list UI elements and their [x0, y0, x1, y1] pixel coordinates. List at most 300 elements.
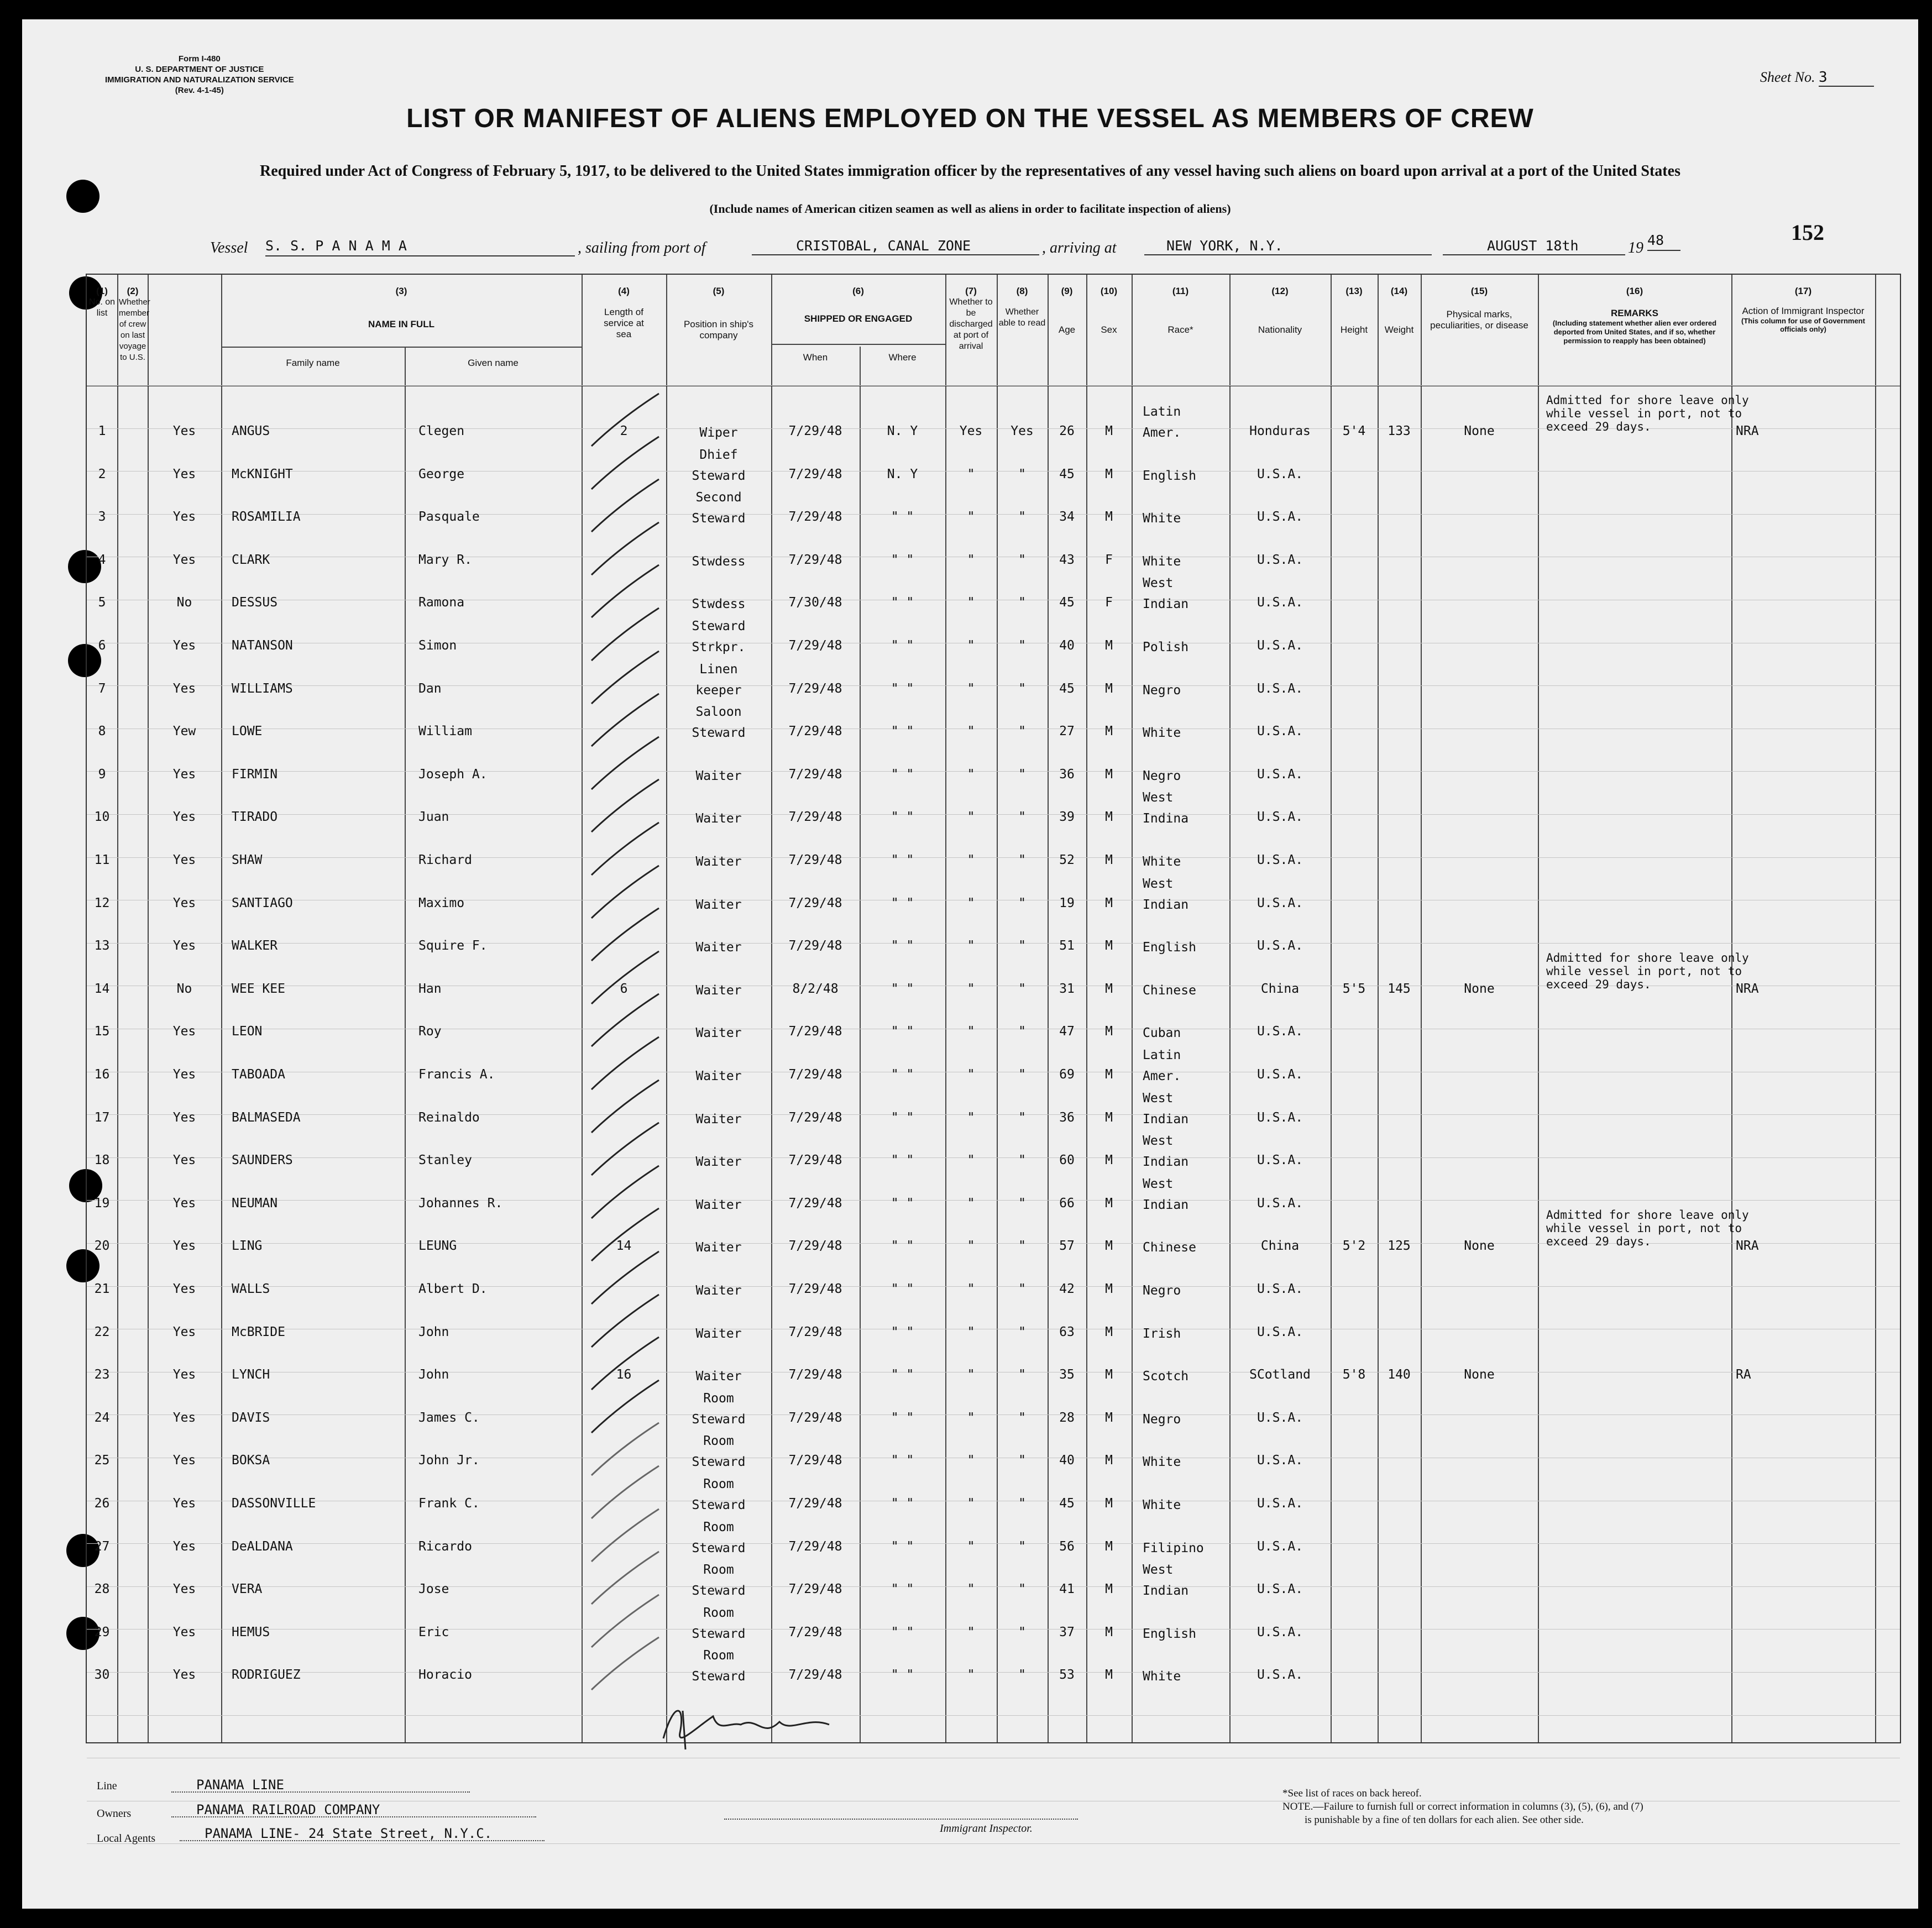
able-to-read: " [1018, 1110, 1026, 1125]
family-name: SHAW [232, 853, 263, 867]
able-to-read: " [1018, 1539, 1026, 1554]
shipped-when: 8/2/48 [792, 981, 839, 996]
shipped-where: " " [891, 895, 914, 910]
race-line-2: Negro [1143, 1412, 1181, 1427]
given-name: LEUNG [418, 1239, 457, 1254]
given-name: Joseph A. [418, 767, 488, 782]
shipped-when: 7/29/48 [788, 552, 842, 567]
shipped-when: 7/30/48 [788, 595, 842, 610]
shore-leave-remark [1546, 394, 1749, 433]
sex: M [1105, 1239, 1113, 1254]
discharged: " [967, 638, 975, 653]
position-line-1: Saloon [695, 705, 742, 720]
shipped-when: 7/29/48 [788, 1239, 842, 1254]
col-read-header: (8) Whether able to read [998, 286, 1046, 328]
age: 53 [1059, 1668, 1075, 1683]
nationality: U.S.A. [1256, 595, 1303, 610]
sex: M [1105, 638, 1113, 653]
height: 5'5 [1342, 981, 1366, 996]
discharged: " [967, 1282, 975, 1296]
col-race-header: (11) Race* [1167, 286, 1193, 335]
nationality: U.S.A. [1256, 1582, 1303, 1597]
shipped-where: " " [891, 853, 914, 867]
service-length: 16 [616, 1368, 632, 1382]
able-to-read: " [1018, 595, 1026, 610]
sailing-label: , sailing from port of [578, 239, 706, 256]
family-name: DASSONVILLE [232, 1496, 316, 1511]
given-name: Stanley [418, 1153, 472, 1168]
service-length: 14 [616, 1239, 632, 1254]
able-to-read: " [1018, 1239, 1026, 1254]
given-name: John Jr. [418, 1453, 480, 1468]
nationality: U.S.A. [1256, 1496, 1303, 1511]
race-line-2: Indian [1143, 1112, 1189, 1127]
prev-voyage: Yes [172, 1196, 196, 1211]
shipped-when: 7/29/48 [788, 895, 842, 910]
position-line-2: Steward [692, 1498, 746, 1512]
prev-voyage: Yes [172, 1539, 196, 1554]
position-line-2: Stwdess [692, 597, 746, 612]
family-name: VERA [232, 1582, 263, 1597]
given-name: William [418, 724, 472, 739]
sex: M [1105, 1324, 1113, 1339]
shore-leave-remark [1546, 951, 1749, 991]
prev-voyage: Yes [172, 853, 196, 867]
nationality: U.S.A. [1256, 853, 1303, 867]
position-line-1: Linen [699, 662, 738, 677]
able-to-read: " [1018, 1024, 1026, 1039]
given-name: James C. [418, 1410, 480, 1425]
discharged: " [967, 1410, 975, 1425]
shipped-when: 7/29/48 [788, 1368, 842, 1382]
shipped-when: 7/29/48 [788, 724, 842, 739]
race-line-2: White [1143, 1498, 1181, 1512]
nationality: U.S.A. [1256, 1282, 1303, 1296]
sex: M [1105, 853, 1113, 867]
remark-line: Admitted for shore leave only [1546, 1208, 1749, 1222]
race-line-2: White [1143, 1455, 1181, 1470]
port-to: NEW YORK, N.Y. [1144, 238, 1432, 255]
shipped-where: " " [891, 810, 914, 825]
prev-voyage: Yes [172, 1282, 196, 1296]
position-line-2: Waiter [695, 1197, 742, 1212]
weight: 133 [1388, 424, 1411, 438]
sex: M [1105, 1196, 1113, 1211]
given-name: Reinaldo [418, 1110, 480, 1125]
nationality: U.S.A. [1256, 1153, 1303, 1168]
physical-marks: None [1464, 1239, 1495, 1254]
prev-voyage: Yes [172, 1324, 196, 1339]
shipped-when: 7/29/48 [788, 1324, 842, 1339]
row-number: 8 [98, 724, 106, 739]
position-line-2: Stwdess [692, 554, 746, 569]
position-line-2: keeper [695, 683, 742, 698]
sex: M [1105, 1668, 1113, 1683]
prev-voyage: Yes [172, 510, 196, 525]
discharged: " [967, 467, 975, 481]
shipped-where: N. Y [887, 424, 918, 438]
manifest-page [22, 19, 1918, 1909]
prev-voyage: Yes [172, 895, 196, 910]
age: 40 [1059, 638, 1075, 653]
given-name: Johannes R. [418, 1196, 503, 1211]
physical-marks: None [1464, 1368, 1495, 1382]
height: 5'2 [1342, 1239, 1366, 1254]
sex: M [1105, 810, 1113, 825]
race-line-2: Filipino [1143, 1541, 1204, 1555]
sex: M [1105, 1625, 1113, 1639]
shipped-when: 7/29/48 [788, 853, 842, 867]
remark-line: while vessel in port, not to [1546, 1222, 1742, 1235]
race-line-1: West [1143, 1134, 1174, 1149]
shipped-where: " " [891, 1410, 914, 1425]
age: 69 [1059, 1067, 1075, 1082]
discharged: " [967, 1110, 975, 1125]
page-title: LIST OR MANIFEST OF ALIENS EMPLOYED ON THE VESSEL AS MEMBERS OF CREW [406, 104, 1534, 133]
given-name: Simon [418, 638, 457, 653]
age: 31 [1059, 981, 1075, 996]
age: 36 [1059, 767, 1075, 782]
shipped-when: 7/29/48 [788, 1282, 842, 1296]
age: 37 [1059, 1625, 1075, 1639]
races-note: *See list of races on back hereof. [1282, 1788, 1422, 1799]
sex: M [1105, 1539, 1113, 1554]
position-line-2: Waiter [695, 983, 742, 998]
row-number: 2 [98, 467, 106, 481]
owners-label: Owners [97, 1807, 132, 1820]
shipped-when: 7/29/48 [788, 1539, 842, 1554]
race-line-1: West [1143, 576, 1174, 591]
age: 42 [1059, 1282, 1075, 1296]
height: 5'8 [1342, 1368, 1366, 1382]
discharged: " [967, 595, 975, 610]
race-line-1: West [1143, 1091, 1174, 1106]
nationality: U.S.A. [1256, 1110, 1303, 1125]
prev-voyage: Yes [172, 1410, 196, 1425]
given-name: George [418, 467, 465, 481]
able-to-read: " [1018, 1625, 1026, 1639]
race-line-2: Indina [1143, 811, 1189, 826]
row-number: 5 [98, 595, 106, 610]
age: 40 [1059, 1453, 1075, 1468]
line-value: PANAMA LINE [171, 1777, 470, 1793]
col-weight-header: (14) Weight [1384, 286, 1414, 335]
able-to-read: " [1018, 1067, 1026, 1082]
discharged: " [967, 981, 975, 996]
inspector-action: NRA [1736, 981, 1759, 996]
given-name: Ramona [418, 595, 465, 610]
race-line-2: English [1143, 468, 1196, 483]
race-line-2: White [1143, 1669, 1181, 1684]
shipped-when: 7/29/48 [788, 1625, 842, 1639]
discharged: " [967, 1196, 975, 1211]
family-name: LOWE [232, 724, 263, 739]
sex: M [1105, 1453, 1113, 1468]
nationality: SCotland [1249, 1368, 1311, 1382]
race-line-2: White [1143, 855, 1181, 869]
prev-voyage: Yes [172, 1625, 196, 1639]
shipped-when: 7/29/48 [788, 638, 842, 653]
position-line-1: Second [695, 490, 742, 505]
service-length: 6 [620, 981, 628, 996]
able-to-read: " [1018, 853, 1026, 867]
shipped-when: 7/29/48 [788, 1453, 842, 1468]
family-name: DESSUS [232, 595, 278, 610]
shipped-when: 7/29/48 [788, 681, 842, 696]
row-number: 12 [94, 895, 110, 910]
given-name: Mary R. [418, 552, 472, 567]
position-line-2: Waiter [695, 1026, 742, 1041]
shipped-where: " " [891, 1324, 914, 1339]
row-number: 23 [94, 1368, 110, 1382]
age: 52 [1059, 853, 1075, 867]
weight: 145 [1388, 981, 1411, 996]
prev-voyage: Yes [172, 681, 196, 696]
race-line-1: West [1143, 1563, 1174, 1578]
age: 60 [1059, 1153, 1075, 1168]
prev-voyage: Yew [172, 724, 196, 739]
given-name: Eric [418, 1625, 449, 1639]
sex: M [1105, 767, 1113, 782]
able-to-read: " [1018, 895, 1026, 910]
discharged: " [967, 1368, 975, 1382]
physical-marks: None [1464, 424, 1495, 438]
prev-voyage: Yes [172, 424, 196, 438]
department: U. S. DEPARTMENT OF JUSTICE [135, 65, 264, 74]
row-number: 29 [94, 1625, 110, 1639]
age: 51 [1059, 939, 1075, 953]
nationality: U.S.A. [1256, 510, 1303, 525]
col-action-header: (17) Action of Immigrant Inspector (This column for use of Government officials only) [1741, 286, 1865, 333]
discharged: " [967, 1239, 975, 1254]
remark-line: while vessel in port, not to [1546, 964, 1742, 978]
revision: (Rev. 4-1-45) [175, 86, 224, 95]
able-to-read: " [1018, 1368, 1026, 1382]
age: 66 [1059, 1196, 1075, 1211]
col-when-header: When [803, 352, 828, 363]
sex: M [1105, 510, 1113, 525]
position-line-2: Waiter [695, 1155, 742, 1170]
family-name: ROSAMILIA [232, 510, 301, 525]
row-number: 6 [98, 638, 106, 653]
sex: M [1105, 724, 1113, 739]
discharged: " [967, 1067, 975, 1082]
nationality: U.S.A. [1256, 1539, 1303, 1554]
position-line-1: Room [703, 1605, 734, 1620]
discharged: " [967, 1496, 975, 1511]
prev-voyage: Yes [172, 467, 196, 481]
given-name: Jose [418, 1582, 449, 1597]
able-to-read: " [1018, 681, 1026, 696]
shipped-where: " " [891, 552, 914, 567]
row-number: 28 [94, 1582, 110, 1597]
family-name: BALMASEDA [232, 1110, 301, 1125]
prev-voyage: Yes [172, 1582, 196, 1597]
weight: 125 [1388, 1239, 1411, 1254]
age: 63 [1059, 1324, 1075, 1339]
shipped-where: " " [891, 1282, 914, 1296]
given-name: Dan [418, 681, 442, 696]
col-shipped-header: (6) SHIPPED OR ENGAGED [804, 286, 913, 324]
age: 57 [1059, 1239, 1075, 1254]
family-name: SANTIAGO [232, 895, 293, 910]
remark-line: exceed 29 days. [1546, 977, 1651, 991]
sex: F [1105, 595, 1113, 610]
remark-line: Admitted for shore leave only [1546, 394, 1749, 407]
able-to-read: " [1018, 552, 1026, 567]
age: 27 [1059, 724, 1075, 739]
given-name: Francis A. [418, 1067, 495, 1082]
family-name: WALKER [232, 939, 278, 953]
able-to-read: " [1018, 724, 1026, 739]
year-suffix: 48 [1647, 232, 1680, 251]
prev-voyage: Yes [172, 810, 196, 825]
prev-voyage: Yes [172, 767, 196, 782]
family-name: LING [232, 1239, 263, 1254]
age: 28 [1059, 1410, 1075, 1425]
family-name: DAVIS [232, 1410, 270, 1425]
col-nationality-header: (12) Nationality [1258, 286, 1302, 335]
sex: M [1105, 1282, 1113, 1296]
given-name: John [418, 1368, 449, 1382]
family-name: McBRIDE [232, 1324, 285, 1339]
shipped-when: 7/29/48 [788, 1153, 842, 1168]
age: 47 [1059, 1024, 1075, 1039]
family-name: HEMUS [232, 1625, 270, 1639]
row-number: 14 [94, 981, 110, 996]
row-number: 9 [98, 767, 106, 782]
crew-table [86, 274, 1901, 1743]
position-line-2: Waiter [695, 811, 742, 826]
shipped-where: " " [891, 1453, 914, 1468]
nationality: U.S.A. [1256, 724, 1303, 739]
subtitle: Required under Act of Congress of February 5, 1917, to be delivered to the United States immigration officer by the representatives of any vessel having such aliens on board upon arrival at a port of the United States [260, 163, 1680, 180]
position-line-2: Steward [692, 1455, 746, 1470]
row-number: 11 [94, 853, 110, 867]
age: 19 [1059, 895, 1075, 910]
ruled-line [87, 1843, 1900, 1844]
race-line-2: English [1143, 940, 1196, 955]
prev-voyage: Yes [172, 1153, 196, 1168]
able-to-read: " [1018, 767, 1026, 782]
discharged: " [967, 1539, 975, 1554]
position-line-2: Steward [692, 726, 746, 741]
family-name: RODRIGUEZ [232, 1668, 301, 1683]
race-line-1: West [1143, 790, 1174, 805]
race-line-2: Indian [1143, 597, 1189, 612]
ruled-line [87, 1715, 1900, 1716]
form-number: Form I-480 [178, 54, 221, 64]
remark-line: exceed 29 days. [1546, 1235, 1651, 1249]
race-line-1: Latin [1143, 1048, 1181, 1062]
row-number: 18 [94, 1153, 110, 1168]
agents-value: PANAMA LINE- 24 State Street, N.Y.C. [180, 1826, 544, 1841]
race-line-2: Negro [1143, 683, 1181, 698]
shipped-where: " " [891, 1196, 914, 1211]
able-to-read: Yes [1010, 424, 1034, 438]
shipped-where: " " [891, 1239, 914, 1254]
family-name: NEUMAN [232, 1196, 278, 1211]
sex: M [1105, 1153, 1113, 1168]
able-to-read: " [1018, 1668, 1026, 1683]
given-name: Horacio [418, 1668, 472, 1683]
position-line-2: Steward [692, 1669, 746, 1684]
prev-voyage: Yes [172, 552, 196, 567]
shipped-when: 7/29/48 [788, 1110, 842, 1125]
age: 35 [1059, 1368, 1075, 1382]
inspector-action: NRA [1736, 424, 1759, 438]
line-label: Line [97, 1780, 117, 1792]
position-line-2: Waiter [695, 1240, 742, 1255]
position-line-1: Room [703, 1477, 734, 1491]
inspector-action: NRA [1736, 1239, 1759, 1254]
sex: M [1105, 681, 1113, 696]
row-number: 10 [94, 810, 110, 825]
position-line-1: Room [703, 1563, 734, 1578]
family-name: SAUNDERS [232, 1153, 293, 1168]
sex: M [1105, 1582, 1113, 1597]
age: 45 [1059, 467, 1075, 481]
given-name: John [418, 1324, 449, 1339]
race-line-2: Indian [1143, 1584, 1189, 1599]
race-line-2: Negro [1143, 1283, 1181, 1298]
given-name: Juan [418, 810, 449, 825]
age: 45 [1059, 595, 1075, 610]
row-number: 22 [94, 1324, 110, 1339]
discharged: " [967, 1024, 975, 1039]
race-line-2: Chinese [1143, 983, 1196, 998]
position-line-2: Waiter [695, 1326, 742, 1341]
vessel-name: S. S. P A N A M A [265, 238, 575, 256]
shipped-where: " " [891, 1067, 914, 1082]
owners-value: PANAMA RAILROAD COMPANY [171, 1802, 536, 1817]
shipped-when: 7/29/48 [788, 1196, 842, 1211]
shipped-where: " " [891, 1539, 914, 1554]
family-name: ANGUS [232, 424, 270, 438]
row-number: 17 [94, 1110, 110, 1125]
shipped-where: " " [891, 681, 914, 696]
shipped-when: 7/29/48 [788, 1024, 842, 1039]
shore-leave-remark [1546, 1208, 1749, 1248]
shipped-when: 7/29/48 [788, 1067, 842, 1082]
discharged: " [967, 1324, 975, 1339]
shipped-when: 7/29/48 [788, 939, 842, 953]
shipped-when: 7/29/48 [788, 1668, 842, 1683]
sex: M [1105, 1496, 1113, 1511]
form-identifier [105, 54, 294, 96]
sex: M [1105, 939, 1113, 953]
position-line-2: Waiter [695, 897, 742, 912]
ruled-line [87, 385, 1900, 386]
position-line-2: Steward [692, 1412, 746, 1427]
race-line-1: West [1143, 876, 1174, 891]
nationality: U.S.A. [1256, 1453, 1303, 1468]
age: 34 [1059, 510, 1075, 525]
race-line-2: White [1143, 554, 1181, 569]
row-number: 27 [94, 1539, 110, 1554]
nationality: U.S.A. [1256, 1067, 1303, 1082]
nationality: U.S.A. [1256, 1196, 1303, 1211]
nationality: U.S.A. [1256, 895, 1303, 910]
able-to-read: " [1018, 638, 1026, 653]
col-height-header: (13) Height [1340, 286, 1368, 335]
remark-line: Admitted for shore leave only [1546, 951, 1749, 965]
able-to-read: " [1018, 1453, 1026, 1468]
given-name: Pasquale [418, 510, 480, 525]
sex: M [1105, 1067, 1113, 1082]
fine-note-cont: is punishable by a fine of ten dollars for each alien. See other side. [1305, 1814, 1584, 1826]
prev-voyage: Yes [172, 1067, 196, 1082]
